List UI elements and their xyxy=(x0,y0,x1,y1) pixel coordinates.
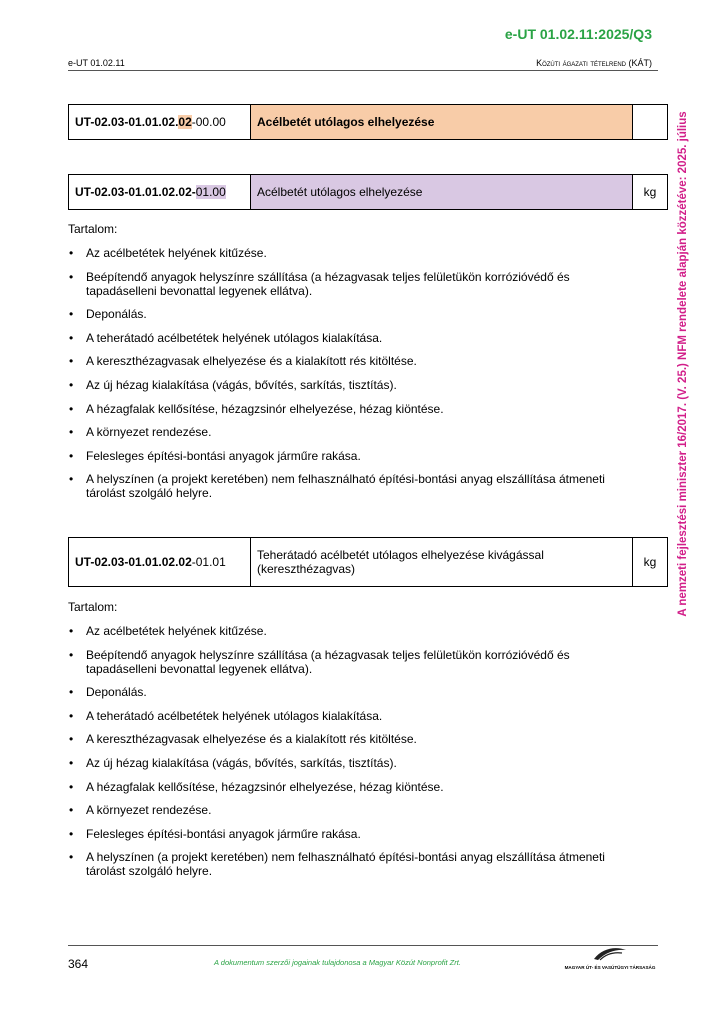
item-title: Teherátadó acélbetét utólagos elhelyezése kivágással (kereszthézagvas) xyxy=(251,538,633,586)
list-item: • Deponálás. xyxy=(68,685,628,699)
list-item: • A helyszínen (a projekt keretében) nem felhasználható építési-bontási anyag elszállítása átmeneti tárolást szolgáló helyre. xyxy=(68,850,628,878)
list-item: • A hézagfalak kellősítése, hézagzsinór elhelyezése, hézag kiöntése. xyxy=(68,402,628,416)
list-item: • Felesleges építési-bontási anyagok járműre rakása. xyxy=(68,827,628,841)
list-item: • A kereszthézagvasak elhelyezése és a kialakított rés kitöltése. xyxy=(68,354,628,368)
code-prefix: UT-02.03-01.01.02.02- xyxy=(75,185,196,199)
item-box-1 xyxy=(68,104,668,140)
code-suffix: -00.00 xyxy=(191,115,226,129)
list-item: • A környezet rendezése. xyxy=(68,425,628,439)
content-list-1 xyxy=(68,246,628,510)
content-label-1: Tartalom: xyxy=(68,222,118,236)
page-number: 364 xyxy=(68,957,89,971)
item-box-3 xyxy=(68,537,668,587)
code-bold: UT-02.03-01.01.02.02 xyxy=(75,555,192,569)
logo-swoosh-icon xyxy=(592,946,628,962)
list-item: • A teherátadó acélbetétek helyének utólagos kialakítása. xyxy=(68,331,628,345)
item-code xyxy=(69,175,251,209)
content-label-2: Tartalom: xyxy=(68,600,118,614)
list-item: • Az új hézag kialakítása (vágás, bővítés, sarkítás, tisztítás). xyxy=(68,756,628,770)
side-note xyxy=(674,96,692,632)
list-item: • A helyszínen (a projekt keretében) nem felhasználható építési-bontási anyag elszállítása átmeneti tárolást szolgáló helyre. xyxy=(68,472,628,500)
list-item: • Az új hézag kialakítása (vágás, bővítés, sarkítás, tisztítás). xyxy=(68,378,628,392)
header-divider xyxy=(68,70,658,71)
code-prefix: UT-02.03-01.01.02. xyxy=(75,115,179,129)
item-unit: kg xyxy=(643,555,657,569)
list-item: • Beépítendő anyagok helyszínre szállítása (a hézagvasak teljes felületükön korrózióvédő és tapadáselleni bevonattal legyenek ellátva). xyxy=(68,270,628,298)
header-left: e-UT 01.02.11 xyxy=(68,58,125,68)
list-item: • Deponálás. xyxy=(68,307,628,321)
code-highlight: 02 xyxy=(178,115,192,129)
list-item: • A teherátadó acélbetétek helyének utólagos kialakítása. xyxy=(68,709,628,723)
document-code: e-UT 01.02.11:2025/Q3 xyxy=(504,26,652,42)
item-code xyxy=(69,538,251,586)
item-unit: kg xyxy=(643,185,657,199)
list-item: • Felesleges építési-bontási anyagok járműre rakása. xyxy=(68,449,628,463)
list-item: • A környezet rendezése. xyxy=(68,803,628,817)
list-item: • Az acélbetétek helyének kitűzése. xyxy=(68,624,628,638)
header-right: Közúti ágazati tételrend (KÁT) xyxy=(536,58,652,68)
company-logo xyxy=(562,946,658,970)
list-item: • Az acélbetétek helyének kitűzése. xyxy=(68,246,628,260)
content-list-2 xyxy=(68,624,628,888)
list-item: • Beépítendő anyagok helyszínre szállítása (a hézagvasak teljes felületükön korrózióvédő és tapadáselleni bevonattal legyenek ellátva). xyxy=(68,648,628,676)
list-item: • A hézagfalak kellősítése, hézagzsinór elhelyezése, hézag kiöntése. xyxy=(68,780,628,794)
footer-copyright: A dokumentum szerzői jogainak tulajdonosa a Magyar Közút Nonprofit Zrt. xyxy=(214,958,461,967)
item-box-2 xyxy=(68,174,668,210)
code-highlight: 01.00 xyxy=(195,185,226,199)
item-unit xyxy=(633,105,667,139)
item-title: Acélbetét utólagos elhelyezése xyxy=(251,175,633,209)
item-code xyxy=(69,105,251,139)
item-title: Acélbetét utólagos elhelyezése xyxy=(251,105,633,139)
logo-text: MAGYAR ÚT- ÉS VASÚTÜGYI TÁRSASÁG xyxy=(564,965,656,970)
code-suffix: -01.01 xyxy=(191,555,226,569)
side-note-text: A nemzeti fejlesztési miniszter 16/2017. (V. 25.) NFM rendelete alapján közzétéve: 2025. július xyxy=(677,111,689,617)
list-item: • A kereszthézagvasak elhelyezése és a kialakított rés kitöltése. xyxy=(68,732,628,746)
